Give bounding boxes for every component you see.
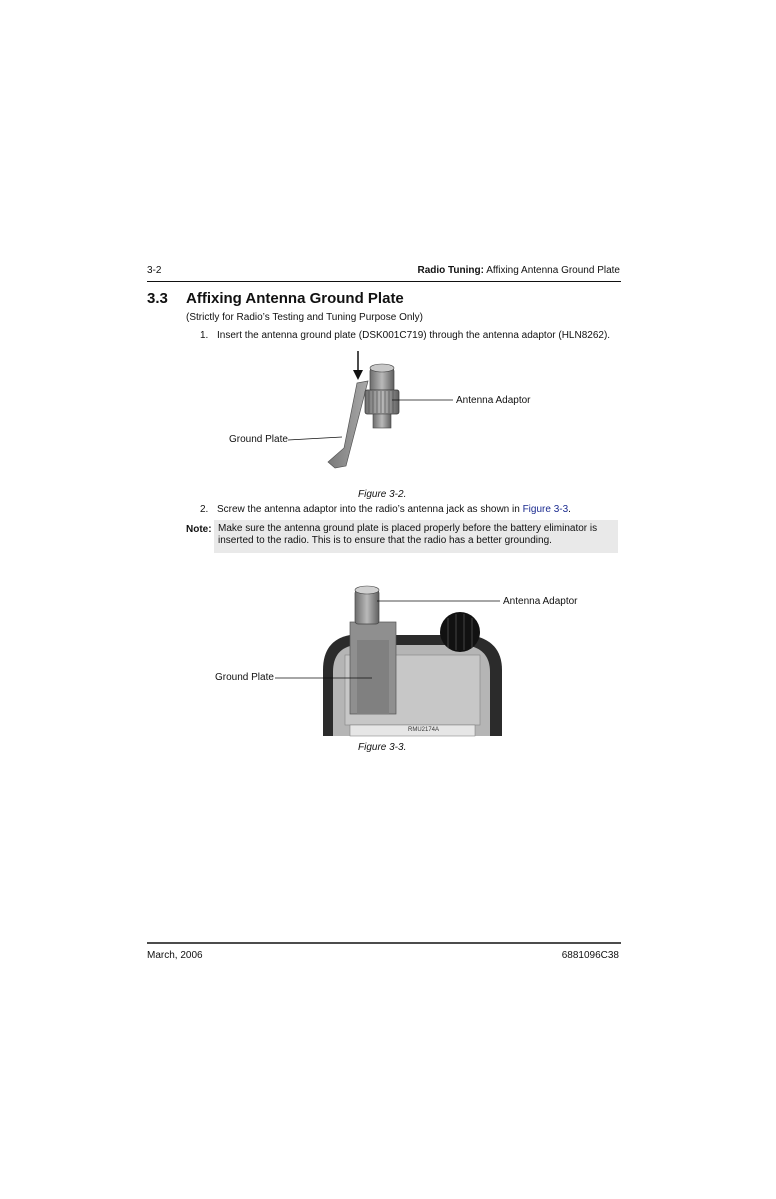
volume-knob xyxy=(440,612,480,652)
adaptor-knurled-nut xyxy=(365,390,399,414)
adaptor-on-radio-cap xyxy=(355,586,379,594)
ground-plate-shape xyxy=(328,381,368,468)
adaptor-cap xyxy=(370,364,394,372)
step-2-text xyxy=(217,504,571,515)
step-1-text: Insert the antenna ground plate (DSK001C719) through the antenna adaptor (HLN8262). xyxy=(217,330,611,341)
section-title: Affixing Antenna Ground Plate xyxy=(186,290,404,307)
note-box xyxy=(214,520,618,553)
page-number: 3-2 xyxy=(147,265,162,276)
step-1-number: 1. xyxy=(200,330,209,341)
fig2-ground-plate-label: Ground Plate xyxy=(215,672,274,683)
ground-plate-face xyxy=(357,640,389,714)
fig1-plate-leader xyxy=(288,437,342,440)
adaptor-thread xyxy=(373,414,391,428)
footer-date: March, 2006 xyxy=(147,950,203,961)
note-line-2: inserted to the radio. This is to ensure that the radio has a better grounding. xyxy=(218,535,552,546)
step-2-text-after: . xyxy=(568,504,571,515)
figure-3-2-caption: Figure 3-2. xyxy=(358,489,407,500)
fig1-antenna-adaptor-label: Antenna Adaptor xyxy=(456,395,531,406)
section-number: 3.3 xyxy=(147,290,168,307)
figure-3-3-caption: Figure 3-3. xyxy=(358,742,407,753)
running-header-bold: Radio Tuning: xyxy=(417,265,484,276)
section-subtitle: (Strictly for Radio’s Testing and Tuning Purpose Only) xyxy=(186,312,423,323)
step-2-text-before: Screw the antenna adaptor into the radio’s antenna jack as shown in xyxy=(217,504,523,515)
fig1-ground-plate-label: Ground Plate xyxy=(229,434,288,445)
running-header-rest: Affixing Antenna Ground Plate xyxy=(483,265,620,276)
note-label: Note: xyxy=(186,524,212,535)
figure-3-3-link[interactable]: Figure 3-3 xyxy=(522,504,569,515)
fig2-antenna-adaptor-label: Antenna Adaptor xyxy=(503,596,578,607)
step-2-number: 2. xyxy=(200,504,209,515)
note-line-1: Make sure the antenna ground plate is placed properly before the battery eliminator is xyxy=(218,523,598,534)
footer-doc-number: 6881096C38 xyxy=(561,950,619,961)
insert-arrow-head xyxy=(353,370,363,380)
radio-label-text: RMU2174A xyxy=(408,727,440,733)
adaptor-on-radio xyxy=(355,590,379,624)
figure-3-3-illustration xyxy=(275,586,502,736)
